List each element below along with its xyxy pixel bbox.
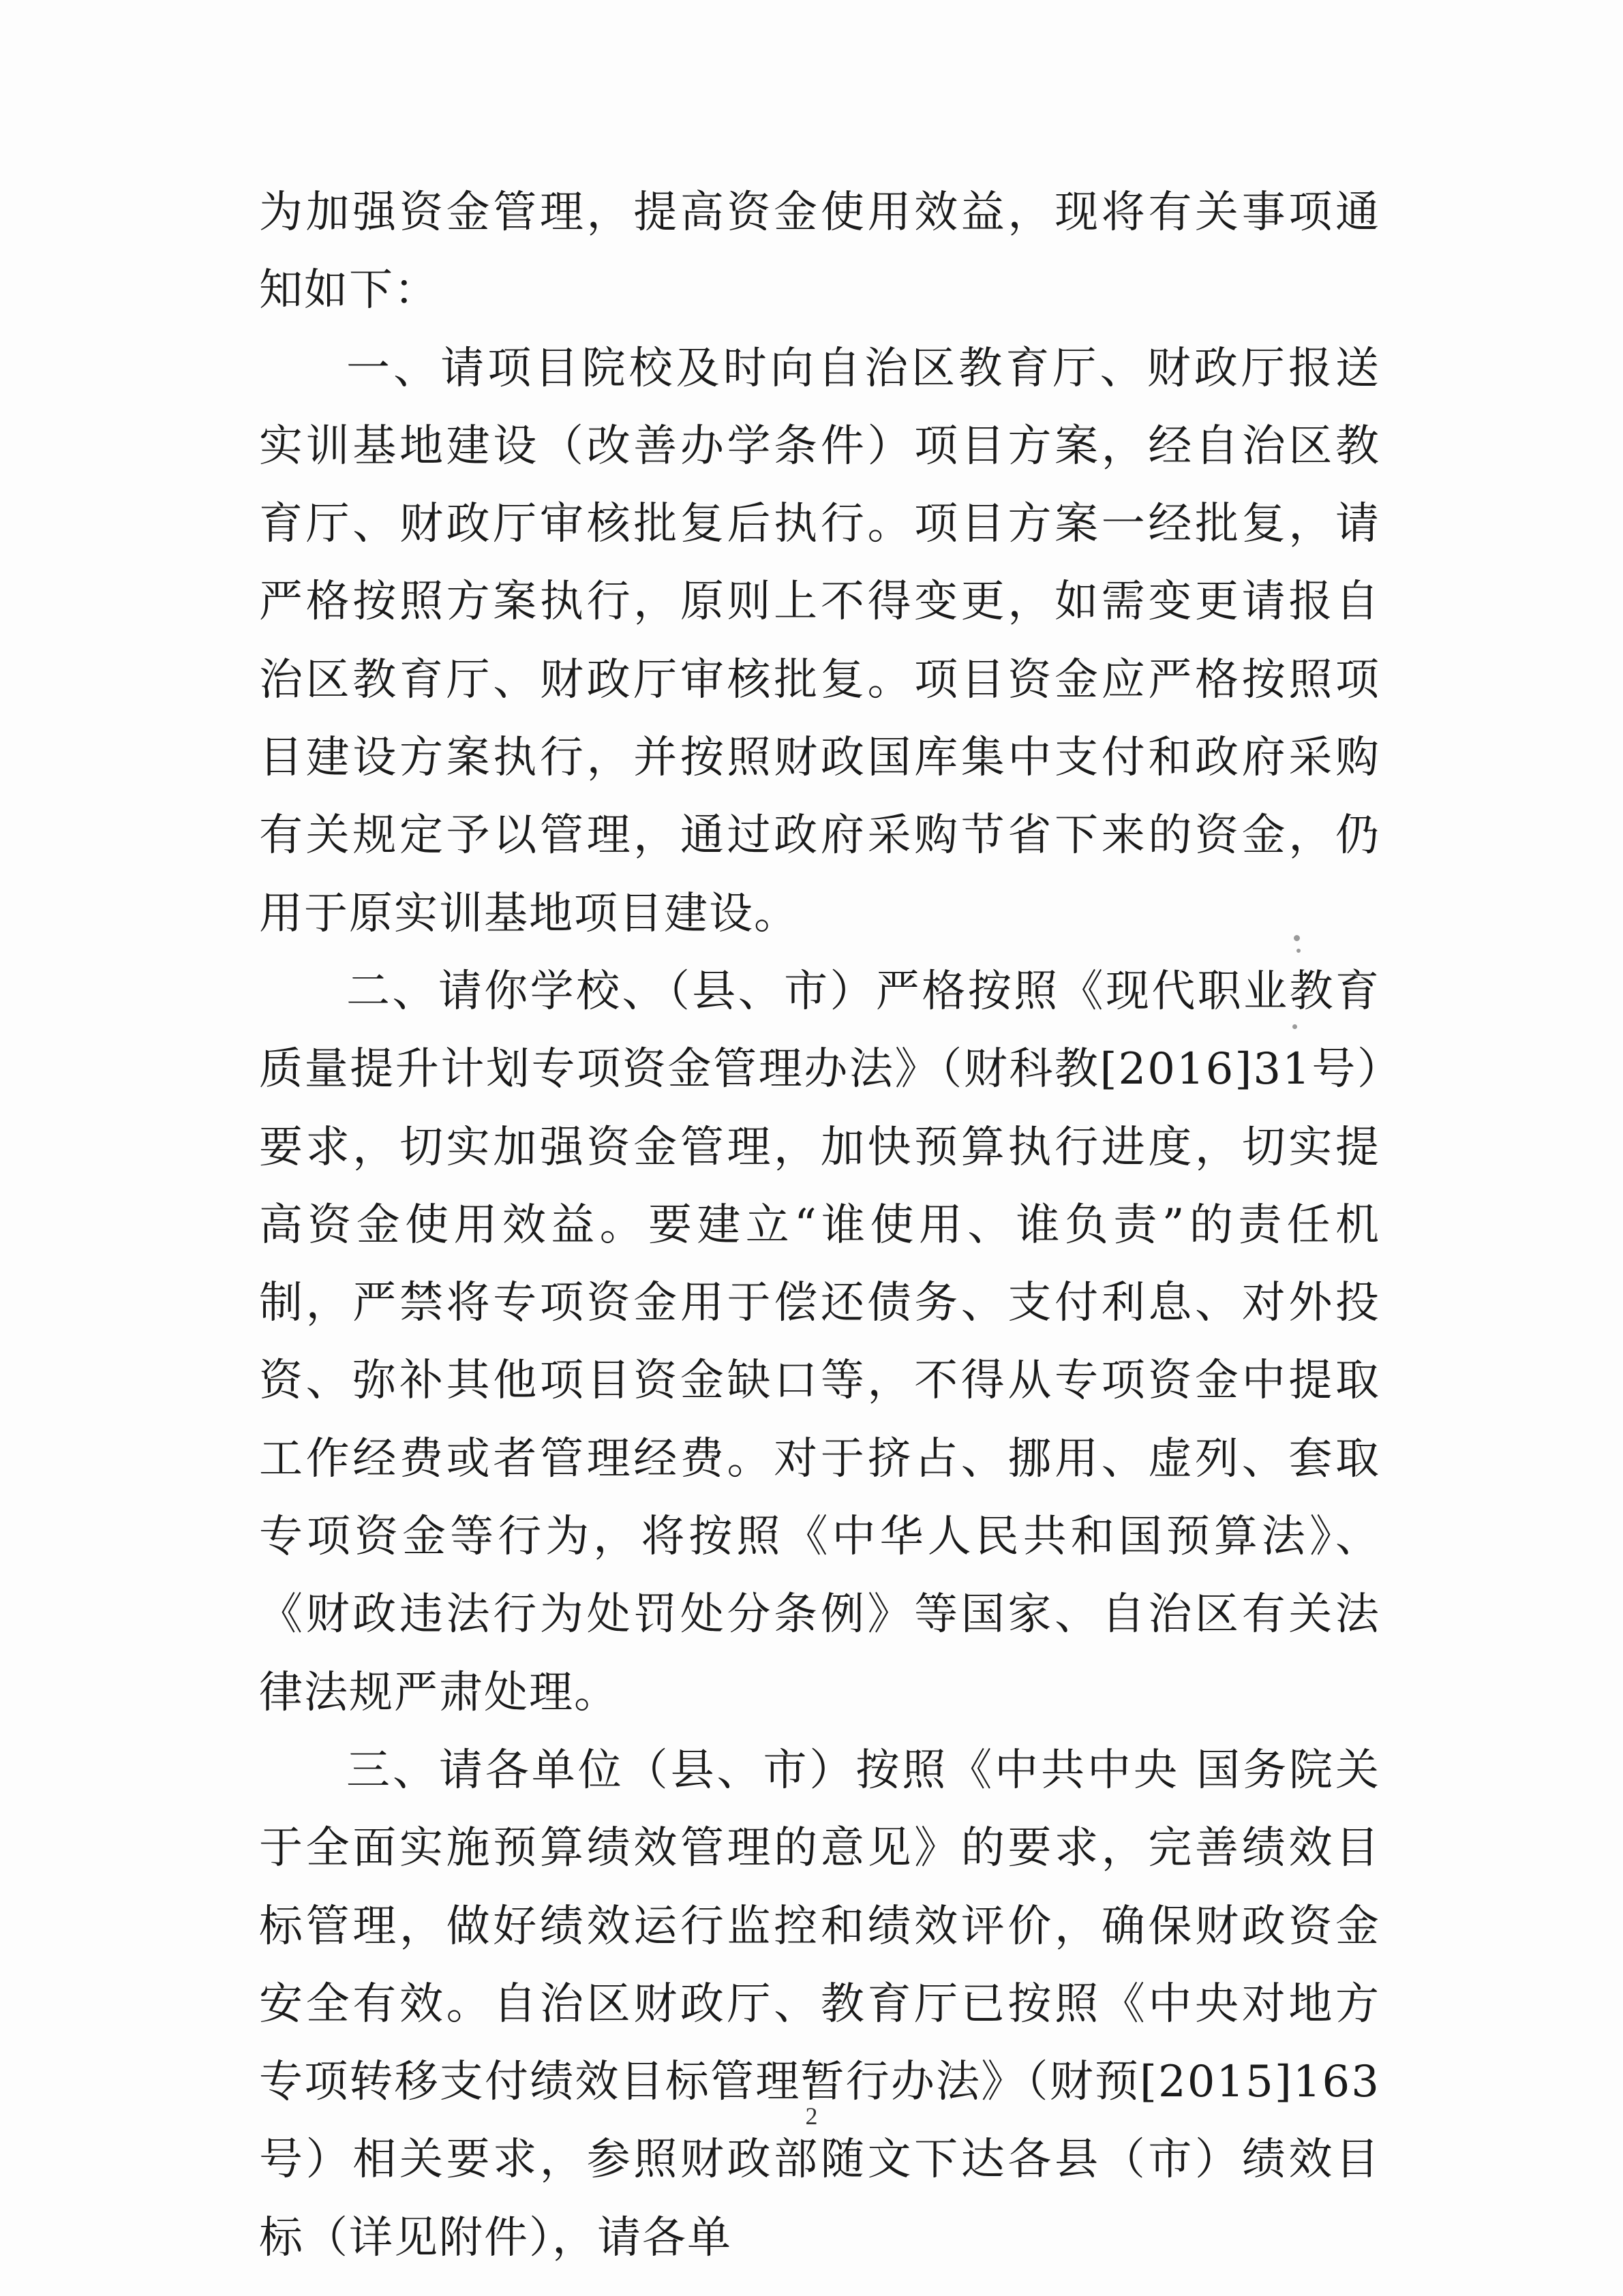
paragraph-item-2: 二、请你学校、（县、市）严格按照《现代职业教育质量提升计划专项资金管理办法》（财科教[2016]31号）要求，切实加强资金管理，加快预算执行进度，切实提高资金使用效益。要建立“谁使用、谁负责”的责任机制，严禁将专项资金用于偿还债务、支付利息、对外投资、弥补其他项目资金缺口等，不得从专项资金中提取工作经费或者管理经费。对于挤占、挪用、虚列、套取专项资金等行为，将按照《中华人民共和国预算法》、《财政违法行为处罚处分条例》等国家、自治区有关法律法规严肃处理。 (259, 966, 1380, 1718)
page-number: 2 (805, 2102, 818, 2130)
body-text (259, 174, 1380, 2277)
paragraph-intro: 为加强资金管理，提高资金使用效益，现将有关事项通知如下： (259, 187, 1380, 316)
paragraph-item-1: 一、请项目院校及时向自治区教育厅、财政厅报送实训基地建设（改善办学条件）项目方案，经自治区教育厅、财政厅审核批复后执行。项目方案一经批复，请严格按照方案执行，原则上不得变更，如需变更请报自治区教育厅、财政厅审核批复。项目资金应严格按照项目建设方案执行，并按照财政国库集中支付和政府采购有关规定予以管理，通过政府采购节省下来的资金，仍用于原实训基地项目建设。 (259, 343, 1380, 939)
paragraph-item-3: 三、请各单位（县、市）按照《中共中央 国务院关于全面实施预算绩效管理的意见》的要求，完善绩效目标管理，做好绩效运行监控和绩效评价，确保财政资金安全有效。自治区财政厅、教育厅已按照《中央对地方专项转移支付绩效目标管理暂行办法》（财预[2015]163号）相关要求，参照财政部随文下达各县（市）绩效目标（详见附件），请各单 (259, 1745, 1380, 2263)
